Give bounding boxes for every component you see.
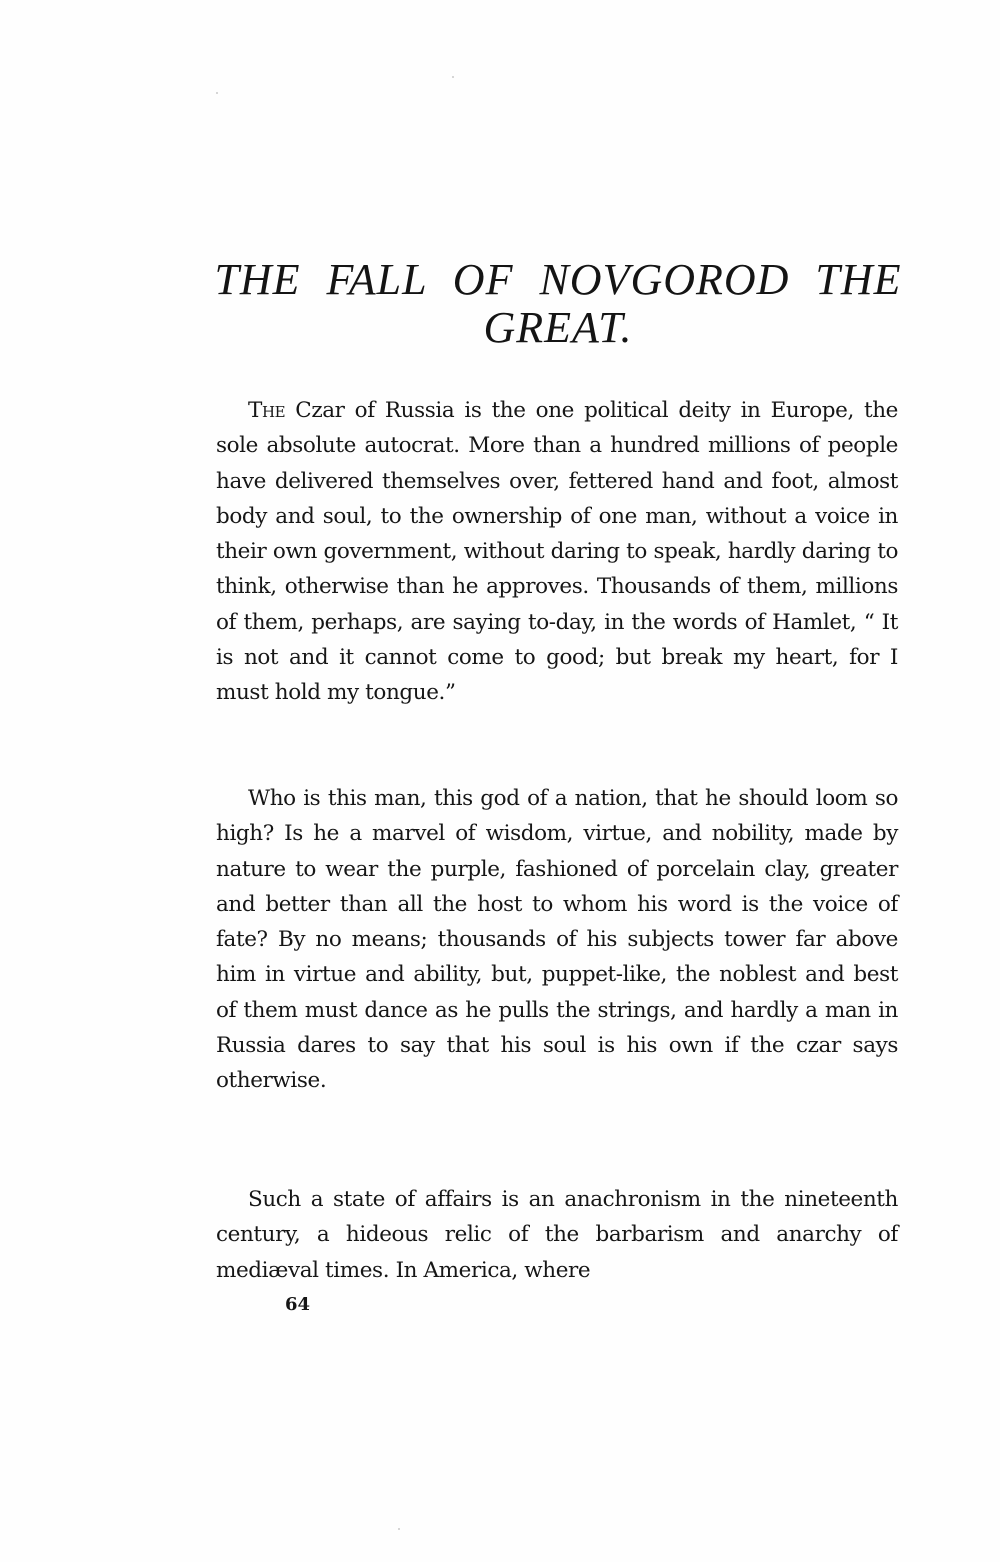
chapter-title-line-2: GREAT. <box>483 303 633 352</box>
body-paragraph-1 <box>216 393 898 711</box>
paper-speck <box>452 76 454 78</box>
body-paragraph-3 <box>216 1182 898 1288</box>
chapter-title <box>200 256 916 352</box>
paragraph-3-text: Such a state of affairs is an anachronism in the nineteenth century, a hideous relic of the barbarism and anarchy of mediæval times. In America, where <box>216 1187 898 1283</box>
lead-word: The <box>248 398 286 423</box>
paragraph-1-text: Czar of Russia is the one political deity in Europe, the sole absolute autocrat. More than a hundred millions of people have delivered themselves over, fettered hand and foot, almost body and soul, to the ownership of one man, without a voice in their own government, without daring to speak, hardly daring to think, otherwise than he approves. Thousands of them, millions of them, perhaps, are saying to-day, in the words of Hamlet, “ It is not and it cannot come to good; but break my heart, for I must hold my tongue.” <box>216 398 898 706</box>
paper-speck <box>216 92 218 94</box>
paper-speck <box>398 1528 400 1530</box>
chapter-title-line-1: THE FALL OF NOVGOROD THE <box>214 255 902 304</box>
paragraph-indent <box>216 786 248 811</box>
page-number: 64 <box>285 1294 311 1315</box>
paragraph-indent <box>216 398 285 423</box>
paragraph-indent <box>216 1187 248 1212</box>
paragraph-2-text: Who is this man, this god of a nation, that he should loom so high? Is he a marvel of wisdom, virtue, and nobility, made by nature to wear the purple, fashioned of porcelain clay, greater and better than all the host to whom his word is the voice of fate? By no means; thousands of his subjects tower far above him in virtue and ability, but, puppet-like, the noblest and best of them must dance as he pulls the strings, and hardly a man in Russia dares to say that his soul is his own if the czar says otherwise. <box>216 786 898 1094</box>
body-paragraph-2 <box>216 781 898 1099</box>
